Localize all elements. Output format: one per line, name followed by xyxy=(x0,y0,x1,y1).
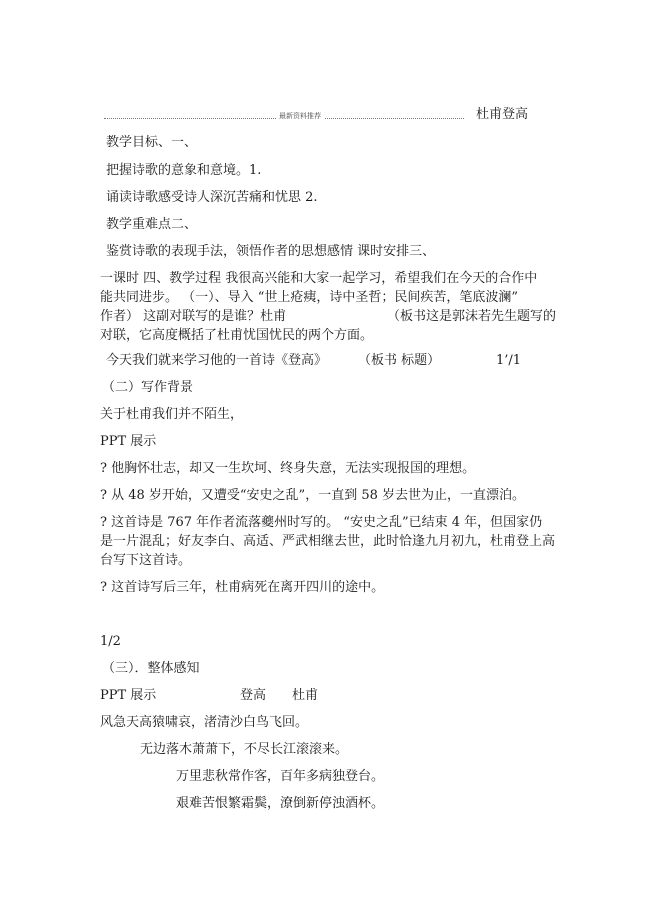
text-line: 鉴赏诗歌的表现手法，领悟作者的思想感情 课时安排三、 xyxy=(106,244,436,259)
poem-author: 杜甫 xyxy=(292,688,319,703)
text-line: 台写下这首诗。 xyxy=(100,553,192,568)
page-number: 1/2 xyxy=(100,634,121,649)
poem-line: 万里悲秋常作客，百年多病独登台。 xyxy=(176,769,385,784)
text-line: 今天我们就来学习他的一首诗《登高》 xyxy=(106,353,328,368)
text-line: 教学目标、一、 xyxy=(106,135,198,150)
bullet-item: ? 从 48 岁开始，又遭受“安史之乱”，一直到 58 岁去世为止，一直漂泊。 xyxy=(100,488,526,503)
header-title: 杜甫登高 xyxy=(476,107,529,122)
text-line: PPT 展示 xyxy=(100,688,157,703)
header-small-text: 最新资料推荐 xyxy=(276,111,324,121)
text-line: 把握诗歌的意象和意境。1. xyxy=(106,163,262,178)
text-line: 能共同进步。 （一）、导入 “世上疮痍，诗中圣哲；民间疾苦，笔底波澜” xyxy=(100,290,519,305)
poem-line: 无边落木萧萧下，不尽长江滚滚来。 xyxy=(140,742,349,757)
text-line: 作者） 这副对联写的是谁？杜甫 xyxy=(100,309,287,324)
text-line: 关于杜甫我们并不陌生， xyxy=(100,407,244,422)
text-line: PPT 展示 xyxy=(100,434,157,449)
poem-title: 登高 xyxy=(240,688,267,703)
text-line: 一课时 四、教学过程 我很高兴能和大家一起学习，希望我们在今天的合作中 xyxy=(100,271,538,286)
text-line: 是一片混乱；好友李白、高适、严武相继去世，此时恰逢九月初九，杜甫登上高 xyxy=(100,534,556,549)
poem-line: 风急天高猿啸哀，渚清沙白鸟飞回。 xyxy=(100,715,309,730)
poem-line: 艰难苦恨繁霜鬓，潦倒新停浊酒杯。 xyxy=(176,796,385,811)
text-line: 1’/1 xyxy=(496,353,522,368)
text-line: 对联，它高度概括了杜甫忧国忧民的两个方面。 xyxy=(100,328,374,343)
text-line: （板书这是郭沫若先生题写的 xyxy=(387,309,557,324)
bullet-item: ? 这首诗是 767 年作者流落夔州时写的。 “安史之乱”已结束 4 年，但国家仍 xyxy=(100,515,543,530)
section-heading: （二）写作背景 xyxy=(102,380,194,395)
bullet-item: ? 这首诗写后三年，杜甫病死在离开四川的途中。 xyxy=(100,580,385,595)
bullet-item: ? 他胸怀壮志，却又一生坎坷、终身失意，无法实现报国的理想。 xyxy=(100,461,476,476)
text-line: 教学重难点二、 xyxy=(106,217,198,232)
text-line: 诵读诗歌感受诗人深沉苦痛和忧思 2. xyxy=(106,190,318,205)
section-heading: （三）．整体感知 xyxy=(102,661,200,676)
text-line: （板书 标题） xyxy=(358,353,441,368)
